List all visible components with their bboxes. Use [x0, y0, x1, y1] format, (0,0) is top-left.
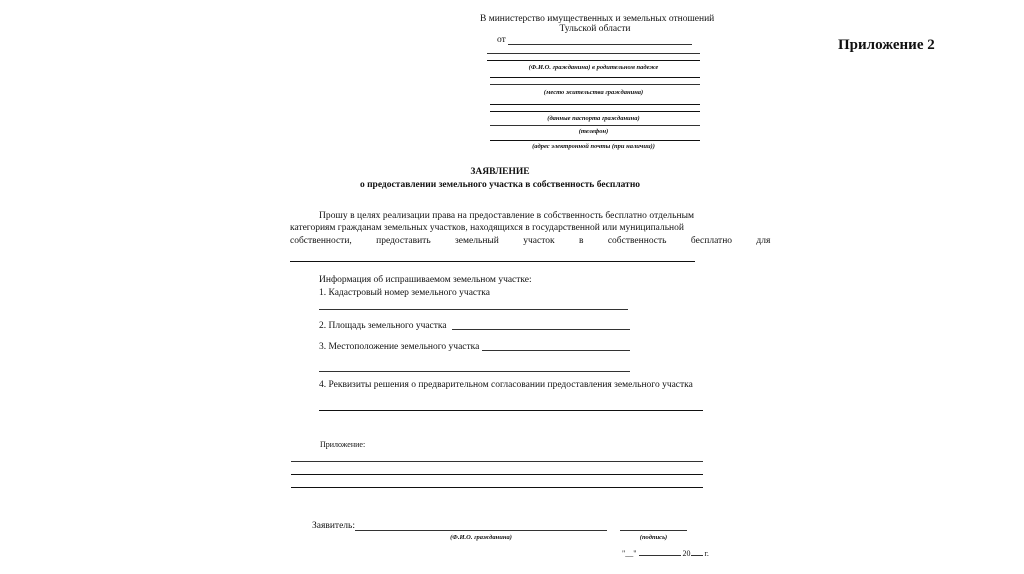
- info-item4: 4. Реквизиты решения о предварительном согласовании предоставления земельного участка: [319, 380, 693, 390]
- info-item2: 2. Площадь земельного участка: [319, 321, 447, 331]
- date-suffix: г.: [704, 549, 709, 558]
- attachments-label: Приложение:: [320, 440, 366, 449]
- body-line1: Прошу в целях реализации права на предоставление в собственность бесплатно отдельным: [319, 211, 695, 221]
- date-line: [622, 549, 709, 558]
- applicant-name-caption: (Ф.И.О. гражданина): [450, 534, 512, 541]
- addressee-line2: Тульской области: [559, 24, 631, 34]
- body-line2: категориям гражданам земельных участков, находящихся в государственной или муниципальной: [290, 223, 684, 233]
- caption-email: (адрес электронной почты (при наличии)): [532, 143, 655, 150]
- caption-residence: (место жительства гражданина): [543, 89, 644, 96]
- document-subtitle: о предоставлении земельного участка в собственность бесплатно: [359, 180, 641, 190]
- applicant-label: Заявитель:: [312, 521, 355, 531]
- info-heading: Информация об испрашиваемом земельном участке:: [319, 275, 532, 285]
- addressee-line1: В министерство имущественных и земельных отношений: [480, 14, 715, 24]
- date-year: 20: [682, 549, 691, 558]
- info-item1: 1. Кадастровый номер земельного участка: [319, 288, 490, 298]
- signature-caption: (подпись): [639, 534, 668, 541]
- from-label: от: [497, 35, 506, 45]
- caption-passport: (данные паспорта гражданина): [547, 115, 640, 122]
- caption-name: (Ф.И.О. гражданина) в родительном падеже: [528, 64, 659, 71]
- document-title: ЗАЯВЛЕНИЕ: [470, 167, 530, 177]
- info-item3: 3. Местоположение земельного участка: [319, 342, 480, 352]
- body-line3: собственности, предоставить земельный участок в собственность бесплатно для: [290, 236, 771, 246]
- caption-phone: (телефон): [578, 128, 609, 135]
- appendix-label: Приложение 2: [838, 37, 935, 53]
- date-day: "__": [622, 549, 637, 558]
